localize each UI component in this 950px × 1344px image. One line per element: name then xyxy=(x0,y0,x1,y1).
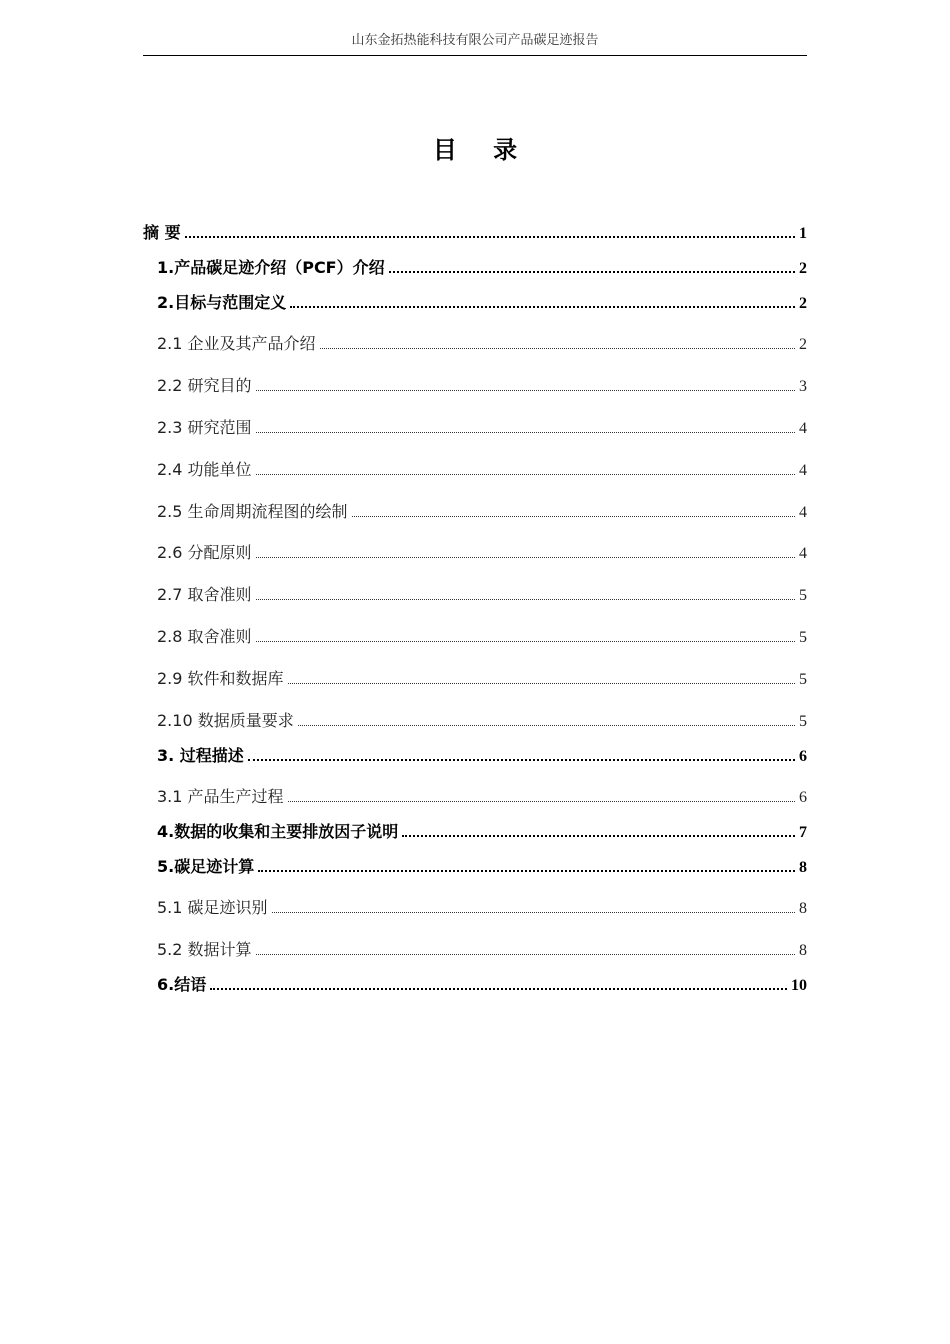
toc-entry-page: 4 xyxy=(799,420,807,437)
toc-entry-page: 5 xyxy=(799,671,807,688)
toc-entry-conclusion[interactable] xyxy=(157,971,807,995)
toc-entry-2-10[interactable] xyxy=(157,707,807,731)
toc-entry-data-collection[interactable] xyxy=(157,818,807,842)
toc-entry-label: 2.9 软件和数据库 xyxy=(157,669,284,688)
toc-entry-label: 摘 要 xyxy=(143,223,181,242)
toc-entry-label: 2.8 取舍准则 xyxy=(157,627,252,646)
toc-leader-dots xyxy=(389,271,795,273)
toc-leader-dots xyxy=(185,236,795,238)
toc-entry-label: 5.2 数据计算 xyxy=(157,940,252,959)
toc-entry-page: 5 xyxy=(799,713,807,730)
toc-leader-dots xyxy=(256,390,795,391)
toc-entry-2-6[interactable] xyxy=(157,539,807,563)
page-header: 山东金拓热能科技有限公司产品碳足迹报告 xyxy=(143,30,807,56)
toc-entry-page: 8 xyxy=(799,942,807,959)
toc-entry-3-1[interactable] xyxy=(157,783,807,807)
toc-entry-label: 4.数据的收集和主要排放因子说明 xyxy=(157,822,399,841)
toc-leader-dots xyxy=(320,348,795,349)
toc-entry-label: 6.结语 xyxy=(157,975,207,994)
toc-entry-label: 3. 过程描述 xyxy=(157,746,244,765)
toc-entry-page: 6 xyxy=(799,789,807,806)
toc-entry-2-2[interactable] xyxy=(157,372,807,396)
toc-entry-page: 6 xyxy=(799,748,807,765)
toc-entry-label: 2.目标与范围定义 xyxy=(157,293,287,312)
toc-entry-page: 4 xyxy=(799,462,807,479)
toc-entry-process[interactable] xyxy=(157,742,807,766)
toc-entry-2-8[interactable] xyxy=(157,623,807,647)
toc-entry-page: 8 xyxy=(799,859,807,876)
toc-entry-page: 5 xyxy=(799,629,807,646)
toc-entry-5-1[interactable] xyxy=(157,894,807,918)
toc-entry-page: 2 xyxy=(799,295,807,312)
toc-title: 目 录 xyxy=(432,136,532,164)
toc-entry-goal-scope[interactable] xyxy=(157,289,807,313)
toc-entry-2-5[interactable] xyxy=(157,498,807,522)
toc-entry-2-4[interactable] xyxy=(157,456,807,480)
toc-entry-2-7[interactable] xyxy=(157,581,807,605)
toc-entry-footprint-calc[interactable] xyxy=(157,853,807,877)
toc-entry-page: 7 xyxy=(799,824,807,841)
toc-leader-dots xyxy=(352,516,795,517)
toc-entry-label: 5.碳足迹计算 xyxy=(157,857,255,876)
toc-entry-page: 2 xyxy=(799,336,807,353)
toc-entry-pcf-intro[interactable] xyxy=(157,254,807,278)
toc-leader-dots xyxy=(256,954,795,955)
toc-leader-dots xyxy=(256,432,795,433)
toc-entry-2-1[interactable] xyxy=(157,330,807,354)
toc-entry-label: 5.1 碳足迹识别 xyxy=(157,898,268,917)
toc-entry-label: 2.2 研究目的 xyxy=(157,376,252,395)
toc-entry-label: 1.产品碳足迹介绍（PCF）介绍 xyxy=(157,258,385,277)
toc-entry-label: 2.4 功能单位 xyxy=(157,460,252,479)
toc-entry-page: 8 xyxy=(799,900,807,917)
toc-leader-dots xyxy=(402,835,795,837)
toc-entry-label: 2.5 生命周期流程图的绘制 xyxy=(157,502,348,521)
toc-entry-page: 3 xyxy=(799,378,807,395)
toc-entry-label: 2.10 数据质量要求 xyxy=(157,711,294,730)
toc-entry-page: 1 xyxy=(799,225,807,242)
toc-entry-page: 4 xyxy=(799,545,807,562)
toc-entry-page: 4 xyxy=(799,504,807,521)
toc-entry-label: 2.1 企业及其产品介绍 xyxy=(157,334,316,353)
toc-entry-label: 3.1 产品生产过程 xyxy=(157,787,284,806)
toc-entry-page: 5 xyxy=(799,587,807,604)
toc-leader-dots xyxy=(210,988,787,990)
toc-entry-label: 2.3 研究范围 xyxy=(157,418,252,437)
toc-leader-dots xyxy=(290,306,795,308)
toc-leader-dots xyxy=(272,912,795,913)
toc-leader-dots xyxy=(256,474,795,475)
toc-leader-dots xyxy=(248,759,795,761)
toc-entry-label: 2.7 取舍准则 xyxy=(157,585,252,604)
toc-entry-2-3[interactable] xyxy=(157,414,807,438)
toc-leader-dots xyxy=(288,801,795,802)
toc-leader-dots xyxy=(288,683,795,684)
toc-leader-dots xyxy=(256,599,795,600)
toc-entry-5-2[interactable] xyxy=(157,936,807,960)
toc-leader-dots xyxy=(256,557,795,558)
toc-entry-abstract[interactable] xyxy=(143,219,807,243)
toc-leader-dots xyxy=(256,641,795,642)
toc-entry-page: 2 xyxy=(799,260,807,277)
toc-entry-2-9[interactable] xyxy=(157,665,807,689)
toc-leader-dots xyxy=(258,870,795,872)
toc-entry-label: 2.6 分配原则 xyxy=(157,543,252,562)
toc-entry-page: 10 xyxy=(791,977,807,994)
toc-leader-dots xyxy=(298,725,795,726)
